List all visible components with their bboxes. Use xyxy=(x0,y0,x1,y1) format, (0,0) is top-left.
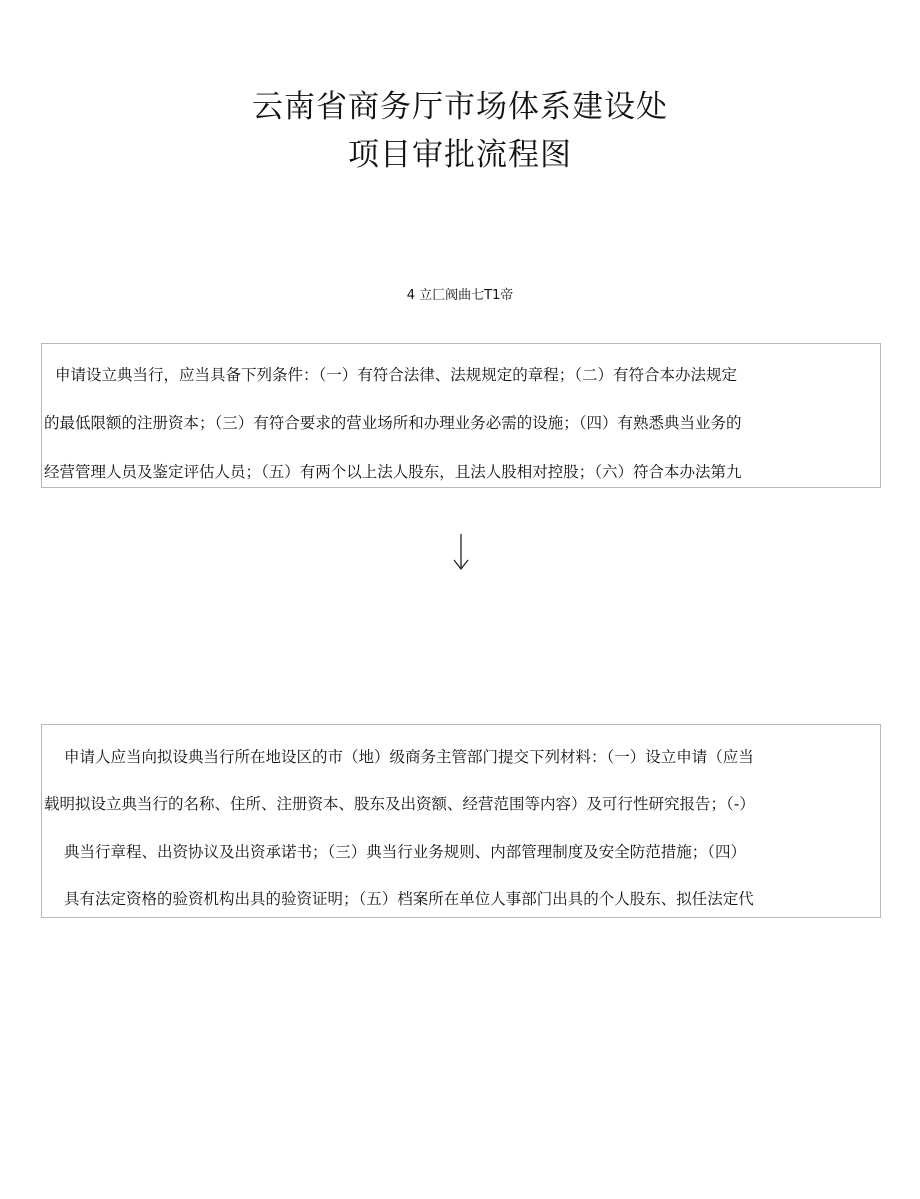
conditions-line-3: 经营管理人员及鉴定评估人员；（五）有两个以上法人股东，且法人股相对控股；（六）符合本办法第九 xyxy=(44,463,742,481)
materials-line-4: 具有法定资格的验资机构出具的验资证明；（五）档案所在单位人事部门出具的个人股东、拟任法定代 xyxy=(64,890,754,908)
flow-caption: 4 立匚阀曲七T1帝 xyxy=(406,288,514,303)
flow-step-conditions-box xyxy=(41,343,881,488)
materials-line-3: 典当行章程、出资协议及出资承诺书；（三）典当行业务规则、内部管理制度及安全防范措施；（四） xyxy=(64,843,747,861)
down-arrow-icon xyxy=(451,533,471,571)
document-title: 云南省商务厅市场体系建设处 xyxy=(252,89,668,125)
materials-line-2: 载明拟设立典当行的名称、住所、注册资本、股东及出资额、经营范围等内容）及可行性研究报告；（-） xyxy=(44,795,755,813)
conditions-line-1: 申请设立典当行，应当具备下列条件：（一）有符合法律、法规规定的章程；（二）有符合本办法规定 xyxy=(55,366,738,384)
conditions-line-2: 的最低限额的注册资本；（三）有符合要求的营业场所和办理业务必需的设施；（四）有熟悉典当业务的 xyxy=(44,414,742,432)
materials-line-1: 申请人应当向拟设典当行所在地设区的市（地）级商务主管部门提交下列材料：（一）设立申请（应当 xyxy=(64,748,754,766)
document-subtitle-title: 项目审批流程图 xyxy=(348,137,572,173)
flow-step-materials-box xyxy=(41,724,881,918)
